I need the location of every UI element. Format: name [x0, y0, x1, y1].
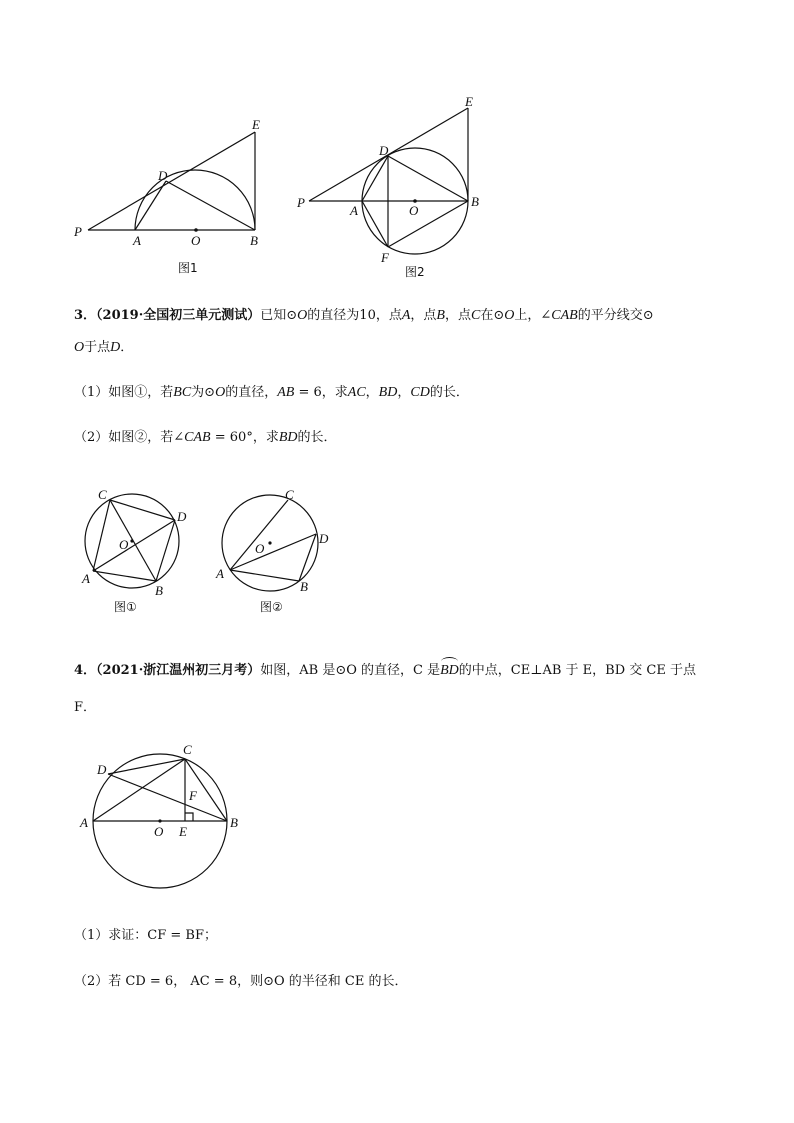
label-a: A	[350, 203, 358, 218]
math-symbol: B	[436, 308, 445, 323]
q4-line-1	[74, 662, 696, 680]
label-o: O	[119, 537, 129, 552]
figure-1	[70, 112, 280, 282]
math-symbol: O	[74, 340, 85, 355]
text-fragment: ，	[397, 385, 411, 400]
figure-3b-caption: 图②	[260, 600, 283, 614]
label-d: D	[97, 762, 107, 777]
label-e: E	[179, 824, 187, 839]
text-fragment: （2）如图②，若∠	[74, 430, 185, 445]
math-symbol: O	[215, 385, 226, 400]
text-fragment: ，点	[410, 308, 437, 323]
segment-db	[108, 774, 227, 821]
text-fragment: （1）如图①，若	[74, 385, 174, 400]
label-f: F	[189, 788, 197, 803]
label-a: A	[133, 233, 141, 248]
math-symbol: AB	[277, 385, 295, 400]
segment-ad	[230, 534, 316, 570]
label-d: D	[379, 143, 389, 158]
label-b: B	[155, 583, 163, 598]
math-symbol: AC	[347, 385, 366, 400]
text-fragment: 如图，AB 是⊙O 的直径，C 是	[260, 663, 441, 678]
math-symbol: CD	[410, 385, 430, 400]
text-fragment: F．	[74, 700, 97, 715]
math-symbol: D	[110, 340, 121, 355]
math-symbol: CAB	[184, 430, 211, 445]
text-fragment: （2）若 CD = 6， AC = 8，则⊙O 的半径和 CE 的长．	[74, 974, 408, 989]
math-symbol: BD	[278, 430, 298, 445]
arc-bd: BD	[440, 663, 459, 678]
label-a: A	[82, 571, 90, 586]
text-fragment: 的平分线交⊙	[577, 308, 654, 323]
q3-part-1	[74, 384, 469, 402]
label-o: O	[191, 233, 201, 248]
center-point	[268, 541, 271, 544]
text-fragment: 在⊙	[480, 308, 505, 323]
label-p: P	[74, 224, 82, 239]
q4-source: （2021·浙江温州初三月考）	[96, 663, 261, 678]
center-point	[130, 539, 133, 542]
right-angle-mark	[185, 813, 193, 821]
segment-af	[362, 201, 388, 247]
text-fragment: 上，∠	[514, 308, 552, 323]
label-b: B	[300, 579, 308, 594]
text-fragment: ．	[120, 340, 134, 355]
label-o: O	[255, 541, 265, 556]
label-a: A	[216, 566, 224, 581]
figure-1-caption: 图1	[178, 261, 198, 275]
label-d: D	[319, 531, 329, 546]
label-p: P	[297, 195, 305, 210]
label-b: B	[471, 194, 479, 209]
text-fragment: ，	[365, 385, 379, 400]
text-fragment: 为⊙	[191, 385, 216, 400]
figure-4	[75, 738, 255, 898]
label-c: C	[285, 487, 294, 502]
text-fragment: 的长．	[429, 385, 469, 400]
label-d: D	[177, 509, 187, 524]
figure-2-caption: 图2	[405, 265, 425, 279]
label-a: A	[80, 815, 88, 830]
text-fragment: = 60°，求	[210, 430, 279, 445]
text-fragment: 的长．	[297, 430, 337, 445]
math-symbol: BD	[378, 385, 398, 400]
segment-db	[388, 156, 468, 201]
label-o: O	[409, 203, 419, 218]
q4-number: 4．	[74, 663, 97, 678]
text-fragment: 的中点，CE⊥AB 于 E，BD 交 CE 于点	[458, 663, 696, 678]
label-c: C	[183, 742, 192, 757]
q4-part-1	[74, 927, 217, 945]
q3-part-2	[74, 429, 337, 447]
figure-3a	[80, 485, 200, 620]
segment-db	[166, 181, 255, 230]
text-fragment: 的直径为10，点	[307, 308, 402, 323]
figure-3a-caption: 图①	[114, 600, 137, 614]
math-symbol: C	[471, 308, 481, 323]
segment-fb	[388, 201, 468, 247]
text-fragment: = 6，求	[294, 385, 348, 400]
q3-line-1	[74, 307, 654, 325]
figure-2	[295, 95, 495, 285]
segment-ab	[93, 571, 156, 581]
figure-3b	[208, 485, 338, 620]
q4-line-2	[74, 699, 96, 717]
segment-ab	[230, 570, 299, 581]
text-fragment: ，点	[444, 308, 471, 323]
label-b: B	[230, 815, 238, 830]
q4-part-2	[74, 973, 407, 991]
text-fragment: （1）求证：CF = BF；	[74, 928, 217, 943]
q3-source: （2019·全国初三单元测试）	[96, 308, 261, 323]
label-d: D	[158, 168, 168, 183]
label-c: C	[98, 487, 107, 502]
label-e: E	[465, 94, 473, 109]
q3-line-2	[74, 339, 133, 357]
math-symbol: CAB	[551, 308, 578, 323]
center-point	[158, 819, 161, 822]
math-symbol: O	[504, 308, 515, 323]
math-symbol: BC	[173, 385, 192, 400]
label-b: B	[250, 233, 258, 248]
segment-db	[299, 534, 316, 581]
math-symbol: A	[401, 308, 411, 323]
segment-ac	[230, 500, 288, 570]
text-fragment: 已知⊙	[260, 308, 298, 323]
center-point	[194, 228, 198, 232]
label-o: O	[154, 824, 164, 839]
semicircle	[135, 170, 255, 230]
text-fragment: 的直径，	[225, 385, 278, 400]
text-fragment: 于点	[84, 340, 111, 355]
label-e: E	[252, 117, 260, 132]
segment-db	[156, 520, 175, 581]
q3-number: 3．	[74, 308, 97, 323]
label-f: F	[381, 250, 389, 265]
segment-ad	[93, 520, 175, 571]
math-symbol: O	[297, 308, 308, 323]
